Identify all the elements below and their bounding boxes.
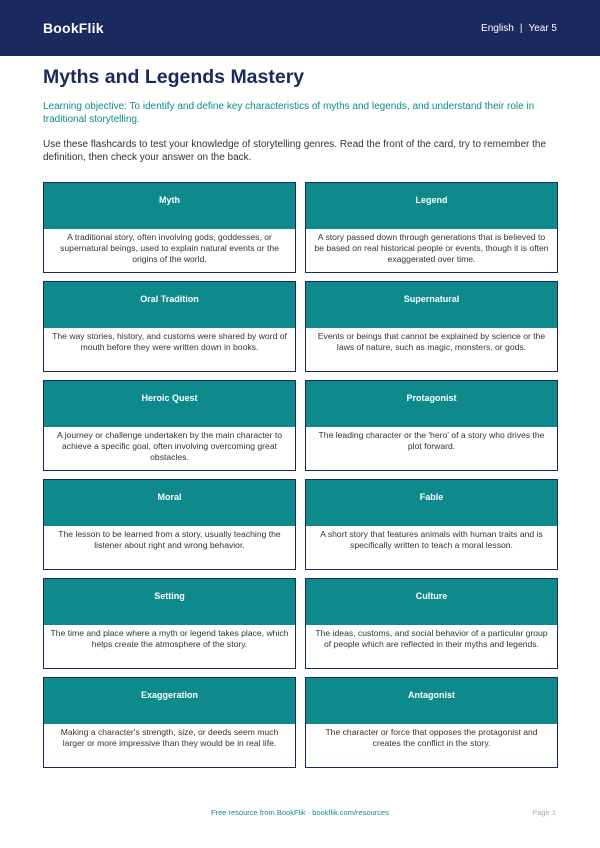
flashcard-definition: The way stories, history, and customs were shared by word of mouth before they were written down in books.: [52, 331, 287, 352]
flashcard-definition: The leading character or the 'hero' of a story who drives the plot forward.: [318, 430, 545, 451]
flashcard-definition: The ideas, customs, and social behavior of a particular group of people which are reflected in their myths and legends.: [315, 628, 548, 649]
flashcard[interactable]: [305, 578, 558, 669]
flashcard-term: Protagonist: [306, 381, 557, 427]
flashcard-definition: Events or beings that cannot be explained by science or the laws of nature, such as magic, monsters, or gods.: [317, 331, 546, 352]
flashcard[interactable]: [43, 281, 296, 372]
flashcard-definition: The character or force that opposes the protagonist and creates the conflict in the story.: [325, 727, 538, 748]
flashcard[interactable]: [305, 281, 558, 372]
subject-label: English: [481, 22, 514, 34]
learning-objective: Learning objective: To identify and define key characteristics of myths and legends, and understand their role in traditional storytelling.: [43, 101, 535, 125]
flashcard[interactable]: [43, 578, 296, 669]
year-label: Year 5: [528, 22, 557, 34]
flashcard-term: Supernatural: [306, 282, 557, 328]
flashcard[interactable]: [43, 479, 296, 570]
flashcard-definition: A short story that features animals with human traits and is specifically written to teach a moral lesson.: [320, 529, 543, 550]
flashcard[interactable]: [305, 677, 558, 768]
page-title: Myths and Legends Mastery: [43, 66, 305, 88]
flashcard-grid: [43, 182, 558, 768]
flashcard[interactable]: [43, 182, 296, 273]
flashcard[interactable]: [43, 380, 296, 471]
flashcard-definition: A journey or challenge undertaken by the main character to achieve a specific goal, often involving overcoming great obstacles.: [56, 430, 282, 462]
flashcard-definition: A story passed down through generations that is believed to be based on real historical people or events, though it is often exaggerated over time.: [314, 232, 549, 264]
flashcard-term: Setting: [44, 579, 295, 625]
flashcard-definition: Making a character's strength, size, or deeds seem much larger or more impressive than they would be in real life.: [60, 727, 279, 748]
brand-logo[interactable]: BookFlik: [43, 20, 104, 36]
flashcard-term: Legend: [306, 183, 557, 229]
intro-text: Use these flashcards to test your knowledge of storytelling genres. Read the front of the card, try to remember the definition, then check your answer on the back.: [43, 139, 547, 163]
page-number: Page 1: [532, 808, 556, 817]
flashcard-term: Culture: [306, 579, 557, 625]
flashcard-term: Moral: [44, 480, 295, 526]
flashcard[interactable]: [305, 380, 558, 471]
top-bar: [0, 0, 600, 56]
flashcard-definition: A traditional story, often involving gods, goddesses, or supernatural beings, used to explain natural events or the origins of the world.: [60, 232, 279, 264]
flashcard-term: Fable: [306, 480, 557, 526]
flashcard-term: Heroic Quest: [44, 381, 295, 427]
flashcard[interactable]: [305, 479, 558, 570]
footer-link[interactable]: Free resource from BookFlik · bookflik.com/resources: [211, 808, 389, 817]
flashcard[interactable]: [305, 182, 558, 273]
flashcard[interactable]: [43, 677, 296, 768]
flashcard-term: Oral Tradition: [44, 282, 295, 328]
flashcard-term: Myth: [44, 183, 295, 229]
flashcard-definition: The lesson to be learned from a story, usually teaching the listener about right and wrong behavior.: [58, 529, 281, 550]
subject-meta: [481, 23, 557, 34]
flashcard-definition: The time and place where a myth or legend takes place, which helps create the atmosphere of the story.: [50, 628, 289, 649]
meta-separator: |: [519, 22, 523, 34]
flashcard-term: Exaggeration: [44, 678, 295, 724]
flashcard-term: Antagonist: [306, 678, 557, 724]
